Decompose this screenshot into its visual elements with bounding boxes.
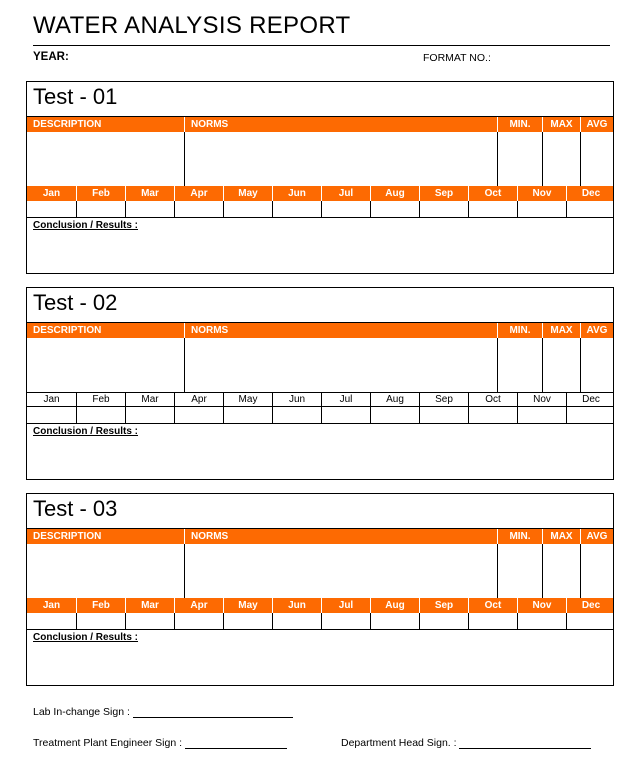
min-header: MIN. [497, 323, 542, 338]
header-top-rule [27, 528, 613, 529]
month-header-nov: Nov [517, 186, 566, 201]
month-header-jun: Jun [272, 392, 321, 407]
min-field[interactable] [497, 132, 542, 186]
month-value-oct[interactable] [468, 407, 517, 423]
month-value-mar[interactable] [125, 201, 174, 217]
test-section [26, 81, 614, 274]
avg-field[interactable] [580, 132, 613, 186]
month-header-nov: Nov [517, 392, 566, 407]
month-header-feb: Feb [76, 598, 125, 613]
month-row-bottom-rule [27, 217, 613, 218]
month-value-may[interactable] [223, 613, 272, 629]
month-value-dec[interactable] [566, 613, 615, 629]
max-header: MAX [542, 323, 580, 338]
title-underline [33, 45, 610, 46]
test-section [26, 493, 614, 686]
month-header-mar: Mar [125, 598, 174, 613]
conclusion-field[interactable] [27, 232, 613, 273]
month-header-jul: Jul [321, 598, 370, 613]
month-header-may: May [223, 186, 272, 201]
test-section [26, 287, 614, 480]
month-header-mar: Mar [125, 392, 174, 407]
description-header: DESCRIPTION [33, 531, 102, 542]
min-header: MIN. [497, 529, 542, 544]
month-header-nov: Nov [517, 598, 566, 613]
month-value-jan[interactable] [27, 613, 76, 629]
avg-header: AVG [580, 323, 613, 338]
month-value-mar[interactable] [125, 407, 174, 423]
month-value-sep[interactable] [419, 613, 468, 629]
month-header-apr: Apr [174, 598, 223, 613]
month-value-jul[interactable] [321, 201, 370, 217]
month-value-feb[interactable] [76, 407, 125, 423]
max-header: MAX [542, 529, 580, 544]
month-row-bottom-rule [27, 423, 613, 424]
month-value-nov[interactable] [517, 407, 566, 423]
norms-header: NORMS [184, 323, 497, 338]
month-value-jul[interactable] [321, 613, 370, 629]
month-value-jan[interactable] [27, 201, 76, 217]
avg-header: AVG [580, 117, 613, 132]
column-header-bar [27, 529, 613, 544]
month-value-sep[interactable] [419, 201, 468, 217]
month-value-aug[interactable] [370, 201, 419, 217]
norms-field[interactable] [184, 338, 497, 392]
report-title: WATER ANALYSIS REPORT [33, 12, 351, 39]
department-sign-row [341, 737, 591, 749]
month-header-apr: Apr [174, 186, 223, 201]
month-header-may: May [223, 598, 272, 613]
test-title: Test - 02 [33, 290, 118, 315]
month-value-jun[interactable] [272, 407, 321, 423]
month-value-dec[interactable] [566, 201, 615, 217]
norms-field[interactable] [184, 132, 497, 186]
month-value-nov[interactable] [517, 613, 566, 629]
description-header: DESCRIPTION [33, 325, 102, 336]
header-top-rule [27, 322, 613, 323]
month-header-dec: Dec [566, 598, 615, 613]
month-value-jun[interactable] [272, 613, 321, 629]
description-field[interactable] [27, 544, 184, 598]
description-header: DESCRIPTION [33, 119, 102, 130]
format-number-label: FORMAT NO.: [423, 52, 491, 64]
description-field[interactable] [27, 338, 184, 392]
month-value-apr[interactable] [174, 613, 223, 629]
month-value-aug[interactable] [370, 407, 419, 423]
month-header-dec: Dec [566, 392, 615, 407]
month-header-jul: Jul [321, 186, 370, 201]
month-header-sep: Sep [419, 392, 468, 407]
month-value-may[interactable] [223, 201, 272, 217]
test-title: Test - 03 [33, 496, 118, 521]
column-header-bar [27, 117, 613, 132]
norms-header: NORMS [184, 529, 497, 544]
engineer-sign-row [33, 737, 287, 749]
max-header: MAX [542, 117, 580, 132]
month-header-bar [27, 598, 613, 613]
month-header-may: May [223, 392, 272, 407]
month-row-bottom-rule [27, 629, 613, 630]
month-header-feb: Feb [76, 186, 125, 201]
description-field[interactable] [27, 132, 184, 186]
month-value-nov[interactable] [517, 201, 566, 217]
month-header-jun: Jun [272, 186, 321, 201]
month-header-oct: Oct [468, 392, 517, 407]
conclusion-label: Conclusion / Results : [33, 426, 139, 437]
month-value-oct[interactable] [468, 201, 517, 217]
month-header-jul: Jul [321, 392, 370, 407]
month-header-oct: Oct [468, 186, 517, 201]
month-header-sep: Sep [419, 598, 468, 613]
month-header-jan: Jan [42, 600, 61, 611]
month-value-sep[interactable] [419, 407, 468, 423]
month-value-oct[interactable] [468, 613, 517, 629]
conclusion-field[interactable] [27, 438, 613, 479]
month-value-apr[interactable] [174, 201, 223, 217]
engineer-sign-line[interactable] [185, 738, 287, 749]
month-header-oct: Oct [468, 598, 517, 613]
month-header-apr: Apr [174, 392, 223, 407]
header-top-rule [27, 116, 613, 117]
month-value-dec[interactable] [566, 407, 615, 423]
month-header-bar [27, 392, 613, 407]
month-value-feb[interactable] [76, 201, 125, 217]
conclusion-field[interactable] [27, 644, 613, 685]
month-value-aug[interactable] [370, 613, 419, 629]
month-value-may[interactable] [223, 407, 272, 423]
max-field[interactable] [542, 132, 580, 186]
month-value-jan[interactable] [27, 407, 76, 423]
avg-header: AVG [580, 529, 613, 544]
year-label: YEAR: [33, 51, 69, 63]
month-value-feb[interactable] [76, 613, 125, 629]
norms-field[interactable] [184, 544, 497, 598]
month-header-jan: Jan [43, 394, 60, 405]
month-header-sep: Sep [419, 186, 468, 201]
engineer-sign-label: Treatment Plant Engineer Sign : [33, 737, 183, 749]
conclusion-label: Conclusion / Results : [33, 632, 139, 643]
test-title: Test - 01 [33, 84, 118, 109]
department-sign-line[interactable] [459, 738, 591, 749]
month-header-feb: Feb [76, 392, 125, 407]
month-header-aug: Aug [370, 598, 419, 613]
min-field[interactable] [497, 338, 542, 392]
month-value-jul[interactable] [321, 407, 370, 423]
avg-field[interactable] [580, 338, 613, 392]
department-sign-label: Department Head Sign. : [341, 737, 457, 749]
month-header-mar: Mar [125, 186, 174, 201]
month-header-dec: Dec [566, 186, 615, 201]
lab-sign-row [33, 706, 293, 718]
month-header-jun: Jun [272, 598, 321, 613]
norms-header: NORMS [184, 117, 497, 132]
conclusion-label: Conclusion / Results : [33, 220, 139, 231]
column-header-bar [27, 323, 613, 338]
max-field[interactable] [542, 338, 580, 392]
month-value-jun[interactable] [272, 201, 321, 217]
min-field[interactable] [497, 544, 542, 598]
lab-sign-line[interactable] [133, 707, 293, 718]
month-header-jan: Jan [42, 188, 61, 199]
avg-field[interactable] [580, 544, 613, 598]
month-value-apr[interactable] [174, 407, 223, 423]
lab-sign-label: Lab In-change Sign : [33, 706, 130, 718]
month-value-mar[interactable] [125, 613, 174, 629]
month-header-aug: Aug [370, 186, 419, 201]
month-header-aug: Aug [370, 392, 419, 407]
max-field[interactable] [542, 544, 580, 598]
month-header-bar [27, 186, 613, 201]
min-header: MIN. [497, 117, 542, 132]
